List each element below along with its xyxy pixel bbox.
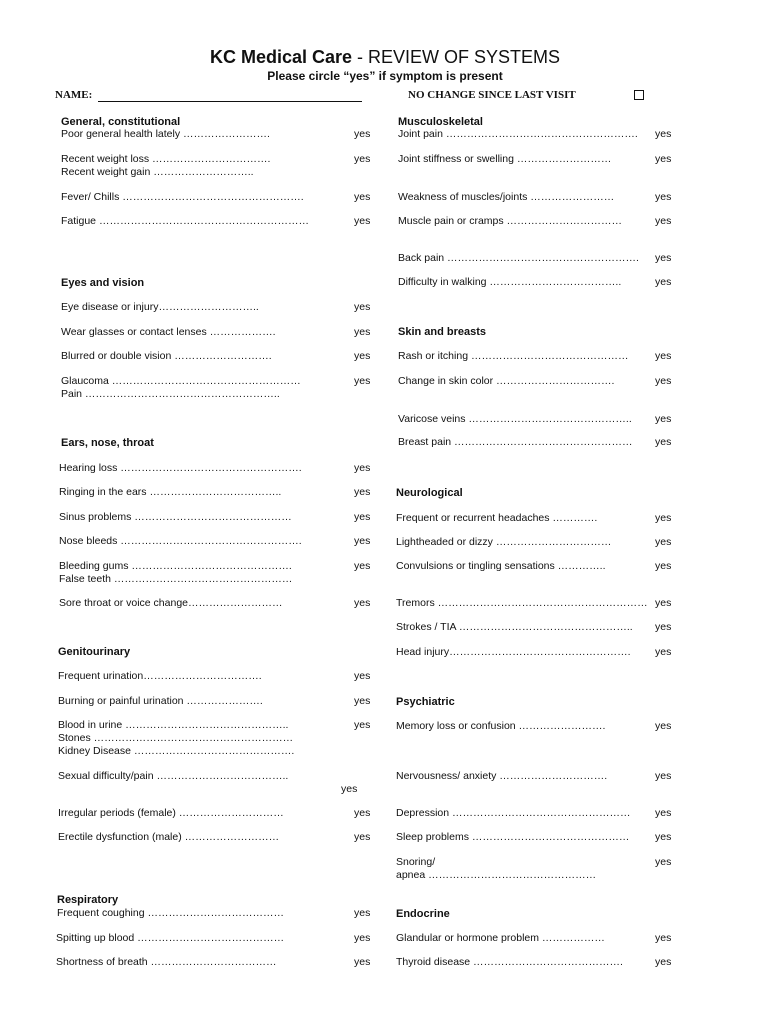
symptom-label: Head injury……………………………………………. [396,646,631,658]
section-header: Eyes and vision [61,277,145,289]
symptom-label: Blood in urine ……………………………………….. Stones ………………………………………………… Kidney Disease ………………………………………. [58,719,295,757]
symptom-label: Difficulty in walking ……………………………….. [398,276,622,288]
symptom-label: Memory loss or confusion ……………………. [396,720,606,732]
symptom-label: Spitting up blood …………………………………… [56,932,285,944]
yes-option[interactable]: yes [655,350,672,362]
section-header: Musculoskeletal [398,116,483,128]
symptom-label: Fever/ Chills ……………………………………………. [61,191,304,203]
yes-option[interactable]: yes [655,646,672,658]
form-title [0,47,770,68]
section-header: Psychiatric [396,696,455,708]
yes-option[interactable]: yes [655,215,672,227]
yes-option[interactable]: yes [354,191,371,203]
section-header: Genitourinary [58,646,131,658]
symptom-label: Sore throat or voice change……………………… [59,597,283,609]
section-header: Respiratory [57,894,119,906]
symptom-label: Recent weight loss ……………………………. Recent weight gain ……………………….. [61,153,271,178]
yes-option[interactable]: yes [354,719,371,731]
yes-option[interactable]: yes [655,128,672,140]
yes-option[interactable]: yes [341,783,358,795]
section-header: Skin and breasts [398,326,487,338]
yes-option[interactable]: yes [354,153,371,165]
yes-option[interactable]: yes [354,486,371,498]
symptom-label: Frequent or recurrent headaches …………. [396,512,598,524]
symptom-label: Joint pain ………………………………………………. [398,128,638,140]
name-label: NAME: [55,89,93,101]
yes-option[interactable]: yes [354,807,371,819]
symptom-label: Muscle pain or cramps …………………………… [398,215,623,227]
yes-option[interactable]: yes [655,536,672,548]
symptom-label: Burning or painful urination …………………. [58,695,263,707]
yes-option[interactable]: yes [655,956,672,968]
symptom-label: Sleep problems ……………………………………… [396,831,630,843]
yes-option[interactable]: yes [655,560,672,572]
symptom-label: Rash or itching ……………………………………… [398,350,629,362]
symptom-label: Frequent coughing ………………………………… [57,907,284,919]
symptom-label: Breast pain …………………………………………… [398,436,633,448]
yes-option[interactable]: yes [655,807,672,819]
symptom-label: Snoring/ apnea ………………………………………… [396,856,597,881]
section-header: Endocrine [396,908,450,920]
symptom-label: Nose bleeds ……………………………………………. [59,535,302,547]
symptom-label: Blurred or double vision ………………………. [61,350,272,362]
yes-option[interactable]: yes [354,301,371,313]
yes-option[interactable]: yes [655,153,672,165]
symptom-label: Tremors …………………………………………………… [396,597,648,609]
form-title-text: - REVIEW OF SYSTEMS [352,47,561,67]
symptom-label: Sinus problems ……………………………………… [59,511,292,523]
yes-option[interactable]: yes [354,535,371,547]
yes-option[interactable]: yes [354,907,371,919]
symptom-label: Fatigue …………………………………………………… [61,215,309,227]
symptom-label: Poor general health lately ……………………. [61,128,270,140]
symptom-label: Wear glasses or contact lenses ………………. [61,326,276,338]
yes-option[interactable]: yes [354,350,371,362]
yes-option[interactable]: yes [354,670,371,682]
yes-option[interactable]: yes [354,462,371,474]
symptom-label: Sexual difficulty/pain ……………………………….. [58,770,289,782]
symptom-label: Hearing loss ……………………………………………. [59,462,302,474]
yes-option[interactable]: yes [354,560,371,572]
symptom-label: Lightheaded or dizzy …………………………… [396,536,612,548]
name-field-line[interactable] [98,101,362,102]
yes-option[interactable]: yes [354,956,371,968]
yes-option[interactable]: yes [655,621,672,633]
symptom-label: Shortness of breath ……………………………… [56,956,277,968]
symptom-label: Frequent urination……………………………. [58,670,262,682]
yes-option[interactable]: yes [655,856,672,868]
yes-option[interactable]: yes [354,511,371,523]
yes-option[interactable]: yes [354,597,371,609]
yes-option[interactable]: yes [354,932,371,944]
symptom-label: Irregular periods (female) ………………………… [58,807,284,819]
yes-option[interactable]: yes [354,128,371,140]
symptom-label: Change in skin color ……………………………. [398,375,615,387]
yes-option[interactable]: yes [354,831,371,843]
yes-option[interactable]: yes [655,191,672,203]
symptom-label: Joint stiffness or swelling ……………………… [398,153,612,165]
yes-option[interactable]: yes [354,695,371,707]
symptom-label: Varicose veins ……………………………………….. [398,413,632,425]
instruction-text: Please circle “yes” if symptom is present [267,69,503,83]
symptom-label: Back pain ………………………………………………. [398,252,639,264]
yes-option[interactable]: yes [655,597,672,609]
symptom-label: Glaucoma ……………………………………………… Pain ……………………………………………….. [61,375,301,400]
symptom-label: Nervousness/ anxiety …………………………. [396,770,608,782]
symptom-label: Glandular or hormone problem ……………… [396,932,605,944]
yes-option[interactable]: yes [655,512,672,524]
symptom-label: Eye disease or injury……………………….. [61,301,259,313]
section-header: Ears, nose, throat [61,437,154,449]
yes-option[interactable]: yes [655,831,672,843]
yes-option[interactable]: yes [655,252,672,264]
yes-option[interactable]: yes [655,436,672,448]
symptom-label: Weakness of muscles/joints …………………… [398,191,615,203]
yes-option[interactable]: yes [354,375,371,387]
yes-option[interactable]: yes [655,932,672,944]
no-change-checkbox[interactable] [634,90,644,100]
yes-option[interactable]: yes [655,276,672,288]
yes-option[interactable]: yes [655,375,672,387]
symptom-label: Bleeding gums ………………………………………. False teeth …………………………………………… [59,560,293,585]
symptom-label: Strokes / TIA ………………………………………….. [396,621,633,633]
no-change-label: NO CHANGE SINCE LAST VISIT [408,89,576,101]
section-header: General, constitutional [61,116,181,128]
clinic-name: KC Medical Care [209,47,353,67]
symptom-label: Erectile dysfunction (male) ……………………… [58,831,280,843]
yes-option[interactable]: yes [655,413,672,425]
yes-option[interactable]: yes [354,326,371,338]
yes-option[interactable]: yes [655,720,672,732]
yes-option[interactable]: yes [655,770,672,782]
section-header: Neurological [396,487,463,499]
symptom-label: Thyroid disease ……………………………………. [396,956,623,968]
symptom-label: Depression …………………………………………… [396,807,631,819]
symptom-label: Convulsions or tingling sensations ………….. [396,560,606,572]
yes-option[interactable]: yes [354,215,371,227]
symptom-label: Ringing in the ears ……………………………….. [59,486,282,498]
